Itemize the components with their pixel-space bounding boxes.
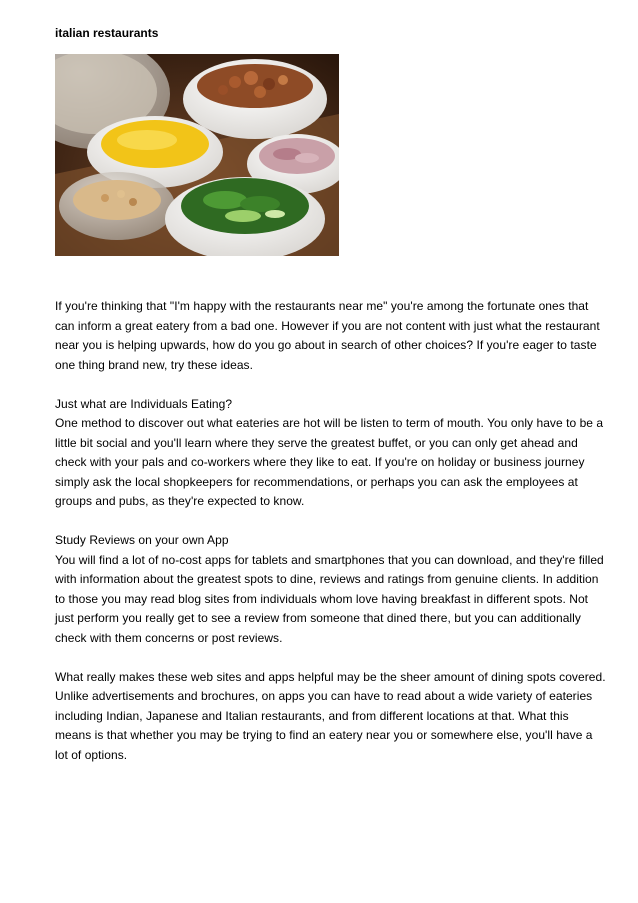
paragraph-reviews (55, 531, 607, 648)
section-heading: Study Reviews on your own App (55, 533, 229, 547)
paragraph-text: If you're thinking that "I'm happy with the restaurants near me" you're among the fortunate ones that can inform a great eatery from a bad one. However if you are not content with just what the restaurant near you is helping upwards, how do you go about in search of other choices? If you're eager to taste one thing brand new, try these ideas. (55, 299, 600, 372)
paragraph-intro (55, 297, 607, 375)
food-bowls-photo (55, 54, 339, 256)
paragraph-eating (55, 395, 607, 512)
paragraph-apps (55, 668, 607, 766)
paragraph-text: You will find a lot of no-cost apps for tablets and smartphones that you can download, and they're filled with information about the greatest spots to dine, reviews and ratings from genuine clients. In addition to those you may read blog sites from individuals whom love having breakfast in different spots. Not just perform you really get to see a review from someone that dined there, but you can additionally check with them concerns or post reviews. (55, 552, 604, 645)
paragraph-text: What really makes these web sites and apps helpful may be the sheer amount of dining spots covered. Unlike advertisements and brochures, on apps you can have to read about a wide variety of eateries including Indian, Japanese and Italian restaurants, and from different locations at that. What this means is that whether you may be trying to find an eatery near you or somewhere else, you'll have a lot of options. (55, 669, 606, 762)
article-body (55, 297, 607, 785)
page-title: italian restaurants (55, 26, 159, 40)
paragraph-text: One method to discover out what eateries are hot will be listen to term of mouth. You only have to be a little bit social and you'll learn where they serve the greatest buffet, or you can only get ahead and check with your pals and co-workers where they like to eat. If you're on holiday or business journey simply ask the local shopkeepers for recommendations, or perhaps you can ask the employees at groups and pubs, as they're expected to know. (55, 416, 604, 508)
section-heading: Just what are Individuals Eating? (55, 396, 233, 411)
